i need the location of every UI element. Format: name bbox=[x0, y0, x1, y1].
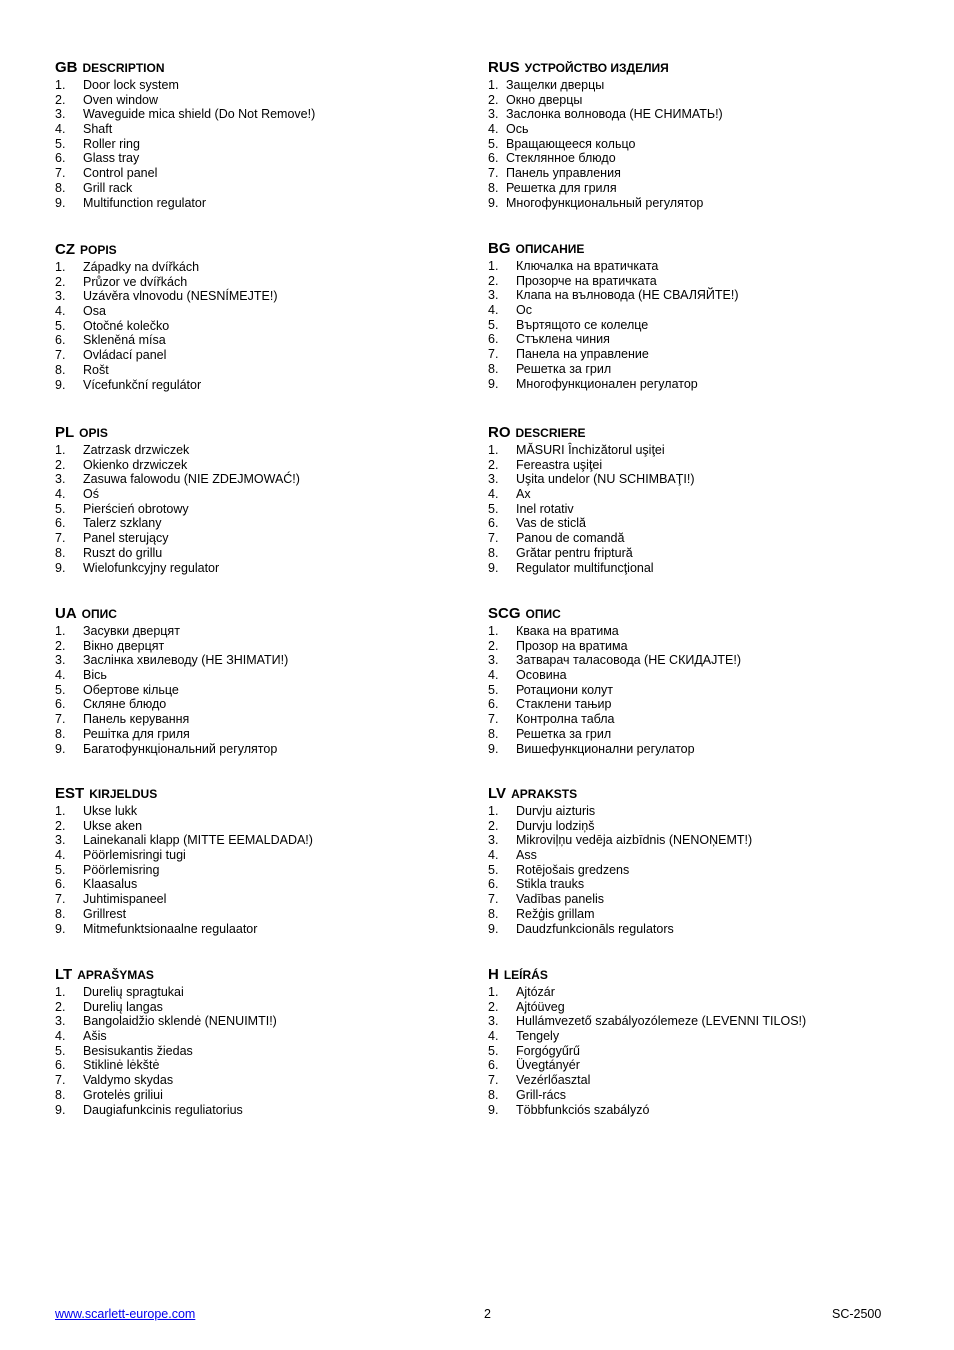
list-item: 2. Durvju lodziņš bbox=[488, 818, 595, 833]
list-item: 8. Grill rack bbox=[55, 180, 133, 195]
parts-list bbox=[488, 624, 908, 756]
list-item: 1. Защелки дверцы bbox=[488, 78, 605, 92]
section-heading bbox=[488, 784, 908, 804]
list-item: 9. Vícefunkční regulátor bbox=[55, 377, 202, 392]
list-item: 9. Многофункционален регулатор bbox=[488, 376, 698, 391]
section-title: LEÍRÁS bbox=[503, 968, 548, 982]
list-item: 3. Zasuwa falowodu (NIE ZDEJMOWAĆ!) bbox=[55, 472, 300, 487]
section-title: DESCRIERE bbox=[515, 426, 586, 440]
language-code: LT bbox=[55, 966, 73, 983]
list-item: 6. Klaasalus bbox=[55, 877, 138, 892]
section-lv bbox=[488, 784, 908, 936]
list-item: 4. Oś bbox=[55, 487, 99, 502]
list-item: 8. Решетка за грил bbox=[488, 726, 612, 741]
list-item: 2. Вікно дверцят bbox=[55, 638, 165, 653]
list-item: 7. Control panel bbox=[55, 166, 158, 181]
list-item: 7. Panou de comandă bbox=[488, 531, 625, 546]
list-item: 9. Вишефункционални регулатор bbox=[488, 741, 695, 756]
language-code: H bbox=[488, 966, 499, 983]
list-item: 1. Ключалка на вратичката bbox=[488, 259, 659, 273]
list-item: 2. Fereastra uşiţei bbox=[488, 457, 603, 472]
list-item: 3. Заслонка волновода (НЕ СНИМАТЬ!) bbox=[488, 107, 723, 122]
list-item: 8. Grotelės griliui bbox=[55, 1087, 163, 1102]
list-item: 2. Okienko drzwiczek bbox=[55, 457, 188, 472]
list-item: 1. MĂSURI Închizătorul uşiţei bbox=[488, 443, 665, 457]
parts-list bbox=[55, 624, 475, 756]
list-item: 8. Ruszt do grillu bbox=[55, 545, 163, 560]
section-heading bbox=[55, 784, 475, 804]
list-item: 8. Решетка для гриля bbox=[488, 180, 617, 195]
section-title: ОПИС bbox=[525, 607, 561, 621]
list-item: 8. Grătar pentru friptură bbox=[488, 545, 633, 560]
section-title: OPIS bbox=[79, 426, 108, 440]
parts-list bbox=[55, 985, 475, 1117]
list-item: 5. Ротациони колут bbox=[488, 682, 614, 697]
list-item: 3. Затварач таласовода (НЕ СКИДАЈТЕ!) bbox=[488, 653, 741, 668]
section-title: POPIS bbox=[80, 243, 117, 257]
list-item: 2. Průzor ve dvířkách bbox=[55, 274, 188, 289]
list-item: 2. Окно дверцы bbox=[488, 92, 583, 107]
section-title: ОПИС bbox=[81, 607, 117, 621]
parts-list bbox=[55, 443, 475, 575]
section-ua bbox=[55, 604, 475, 756]
language-code: RUS bbox=[488, 59, 520, 76]
list-item: 5. Въртящото се колелце bbox=[488, 317, 649, 332]
list-item: 5. Inel rotativ bbox=[488, 501, 574, 516]
list-item: 9. Многофункциональный регулятор bbox=[488, 195, 704, 210]
list-item: 4. Shaft bbox=[55, 122, 113, 137]
section-h bbox=[488, 965, 908, 1117]
section-cz bbox=[55, 240, 475, 392]
list-item: 1. Ajtózár bbox=[488, 985, 555, 999]
list-item: 5. Roller ring bbox=[55, 136, 140, 151]
section-title: УСТРОЙСТВО ИЗДЕЛИЯ bbox=[524, 61, 669, 75]
language-code: EST bbox=[55, 785, 85, 802]
list-item: 3. Клапа на вълновода (НЕ СВАЛЯЙТЕ!) bbox=[488, 288, 739, 303]
language-code: CZ bbox=[55, 241, 75, 258]
list-item: 9. Daugiafunkcinis reguliatorius bbox=[55, 1102, 243, 1117]
list-item: 5. Otočné kolečko bbox=[55, 318, 170, 333]
list-item: 1. Засувки дверцят bbox=[55, 624, 180, 638]
section-heading bbox=[55, 58, 475, 78]
list-item: 3. Mikroviļņu vedēja aizbīdnis (NENOŅEMT!) bbox=[488, 833, 753, 848]
section-heading bbox=[488, 965, 908, 985]
section-heading bbox=[488, 423, 908, 443]
language-code: LV bbox=[488, 785, 507, 802]
parts-list bbox=[55, 78, 475, 210]
list-item: 5. Forgógyűrű bbox=[488, 1043, 580, 1058]
section-lt bbox=[55, 965, 475, 1117]
section-scg bbox=[488, 604, 908, 756]
list-item: 5. Вращающееся кольцо bbox=[488, 136, 636, 151]
model-number: SC-2500 bbox=[832, 1307, 882, 1321]
list-item: 9. Wielofunkcyjny regulator bbox=[55, 560, 220, 575]
list-item: 9. Mitmefunktsionaalne regulaator bbox=[55, 921, 258, 936]
list-item: 4. Ašis bbox=[55, 1029, 107, 1044]
section-gb bbox=[55, 58, 475, 210]
list-item: 7. Панель управления bbox=[488, 166, 621, 181]
parts-list bbox=[488, 985, 908, 1117]
list-item: 3. Uşita undelor (NU SCHIMBAŢI!) bbox=[488, 472, 695, 487]
list-item: 4. Ass bbox=[488, 848, 537, 863]
list-item: 6. Stikla trauks bbox=[488, 877, 585, 892]
section-heading bbox=[55, 965, 475, 985]
list-item: 1. Ukse lukk bbox=[55, 804, 138, 818]
language-code: GB bbox=[55, 59, 78, 76]
list-item: 6. Скляне блюдо bbox=[55, 697, 167, 712]
list-item: 8. Grill-rács bbox=[488, 1087, 566, 1102]
list-item: 7. Valdymo skydas bbox=[55, 1073, 174, 1088]
list-item: 4. Ax bbox=[488, 487, 531, 502]
parts-list bbox=[55, 804, 475, 936]
section-heading bbox=[55, 423, 475, 443]
list-item: 6. Стъклена чиния bbox=[488, 332, 610, 347]
list-item: 7. Контролна табла bbox=[488, 712, 615, 727]
language-code: PL bbox=[55, 424, 75, 441]
list-item: 8. Režģis grillam bbox=[488, 906, 595, 921]
website-link[interactable]: www.scarlett-europe.com bbox=[55, 1307, 196, 1321]
list-item: 7. Панель керування bbox=[55, 712, 190, 727]
section-ro bbox=[488, 423, 908, 575]
list-item: 4. Pöörlemisringi tugi bbox=[55, 848, 186, 863]
list-item: 3. Hullámvezető szabályozólemeze (LEVENNI TILOS!) bbox=[488, 1014, 807, 1029]
list-item: 6. Glass tray bbox=[55, 151, 140, 166]
list-item: 1. Zatrzask drzwiczek bbox=[55, 443, 190, 457]
section-bg bbox=[488, 239, 908, 391]
list-item: 5. Обертове кільце bbox=[55, 682, 179, 697]
language-code: RO bbox=[488, 424, 511, 441]
list-item: 2. Ukse aken bbox=[55, 818, 143, 833]
list-item: 2. Прозор на вратима bbox=[488, 638, 628, 653]
list-item: 2. Ajtóüveg bbox=[488, 999, 565, 1014]
list-item: 6. Стеклянное блюдо bbox=[488, 151, 616, 166]
list-item: 9. Többfunkciós szabályzó bbox=[488, 1102, 650, 1117]
list-item: 1. Квака на вратима bbox=[488, 624, 619, 638]
section-rus bbox=[488, 58, 908, 210]
page-number: 2 bbox=[484, 1307, 491, 1321]
section-heading bbox=[55, 240, 475, 260]
list-item: 9. Багатофункціональний регулятор bbox=[55, 741, 278, 756]
list-item: 8. Решітка для гриля bbox=[55, 726, 190, 741]
section-title: APRAŠYMAS bbox=[77, 968, 154, 982]
list-item: 1. Durelių spragtukai bbox=[55, 985, 184, 999]
list-item: 3. Lainekanali klapp (MITTE EEMALDADA!) bbox=[55, 833, 313, 848]
section-title: APRAKSTS bbox=[511, 787, 578, 801]
section-heading bbox=[488, 604, 908, 624]
list-item: 7. Ovládací panel bbox=[55, 348, 167, 363]
section-pl bbox=[55, 423, 475, 575]
section-heading bbox=[488, 239, 908, 259]
list-item: 6. Skleněná mísa bbox=[55, 333, 166, 348]
list-item: 6. Stiklinė lėkštė bbox=[55, 1058, 160, 1073]
list-item: 8. Grillrest bbox=[55, 906, 127, 921]
list-item: 3. Uzávěra vlnovodu (NESNÍMEJTE!) bbox=[55, 289, 278, 304]
list-item: 4. Tengely bbox=[488, 1029, 560, 1044]
list-item: 5. Rotējošais gredzens bbox=[488, 862, 630, 877]
section-title: ОПИСАНИЕ bbox=[515, 242, 585, 256]
section-heading bbox=[488, 58, 908, 78]
list-item: 4. Осовина bbox=[488, 668, 567, 683]
list-item: 7. Vadības panelis bbox=[488, 892, 605, 907]
list-item: 1. Door lock system bbox=[55, 78, 179, 92]
list-item: 7. Панела на управление bbox=[488, 347, 649, 362]
section-title: KIRJELDUS bbox=[89, 787, 158, 801]
list-item: 6. Üvegtányér bbox=[488, 1058, 580, 1073]
list-item: 3. Waveguide mica shield (Do Not Remove!) bbox=[55, 107, 316, 122]
list-item: 3. Bangolaidžio sklendė (NENUIMTI!) bbox=[55, 1014, 277, 1029]
parts-list bbox=[488, 443, 908, 575]
language-code: BG bbox=[488, 240, 511, 257]
parts-list bbox=[488, 78, 908, 210]
list-item: 8. Rošt bbox=[55, 362, 109, 377]
list-item: 9. Multifunction regulator bbox=[55, 195, 206, 210]
section-title: DESCRIPTION bbox=[82, 61, 165, 75]
list-item: 5. Pierścień obrotowy bbox=[55, 501, 189, 516]
section-est bbox=[55, 784, 475, 936]
list-item: 2. Прозорче на вратичката bbox=[488, 273, 657, 288]
language-code: SCG bbox=[488, 605, 521, 622]
list-item: 1. Durvju aizturis bbox=[488, 804, 596, 818]
list-item: 4. Ось bbox=[488, 122, 529, 137]
parts-list bbox=[488, 259, 908, 391]
list-item: 6. Vas de sticlă bbox=[488, 516, 586, 531]
list-item: 3. Заслінка хвилеводу (НЕ ЗНІМАТИ!) bbox=[55, 653, 289, 668]
list-item: 7. Panel sterujący bbox=[55, 531, 169, 546]
list-item: 5. Pöörlemisring bbox=[55, 862, 160, 877]
list-item: 2. Durelių langas bbox=[55, 999, 163, 1014]
list-item: 9. Regulator multifuncţional bbox=[488, 560, 654, 575]
list-item: 8. Решетка за грил bbox=[488, 361, 612, 376]
parts-list bbox=[55, 260, 475, 392]
list-item: 6. Talerz szklany bbox=[55, 516, 162, 531]
list-item: 4. Вісь bbox=[55, 668, 107, 683]
parts-list bbox=[488, 804, 908, 936]
list-item: 2. Oven window bbox=[55, 92, 159, 107]
list-item: 1. Západky na dvířkách bbox=[55, 260, 200, 274]
list-item: 9. Daudzfunkcionāls regulators bbox=[488, 921, 674, 936]
list-item: 4. Ос bbox=[488, 303, 532, 318]
section-heading bbox=[55, 604, 475, 624]
list-item: 6. Стаклени тањир bbox=[488, 697, 612, 712]
list-item: 4. Osa bbox=[55, 304, 106, 319]
language-code: UA bbox=[55, 605, 77, 622]
list-item: 7. Juhtimispaneel bbox=[55, 892, 167, 907]
list-item: 5. Besisukantis žiedas bbox=[55, 1043, 193, 1058]
list-item: 7. Vezérlőasztal bbox=[488, 1073, 591, 1088]
